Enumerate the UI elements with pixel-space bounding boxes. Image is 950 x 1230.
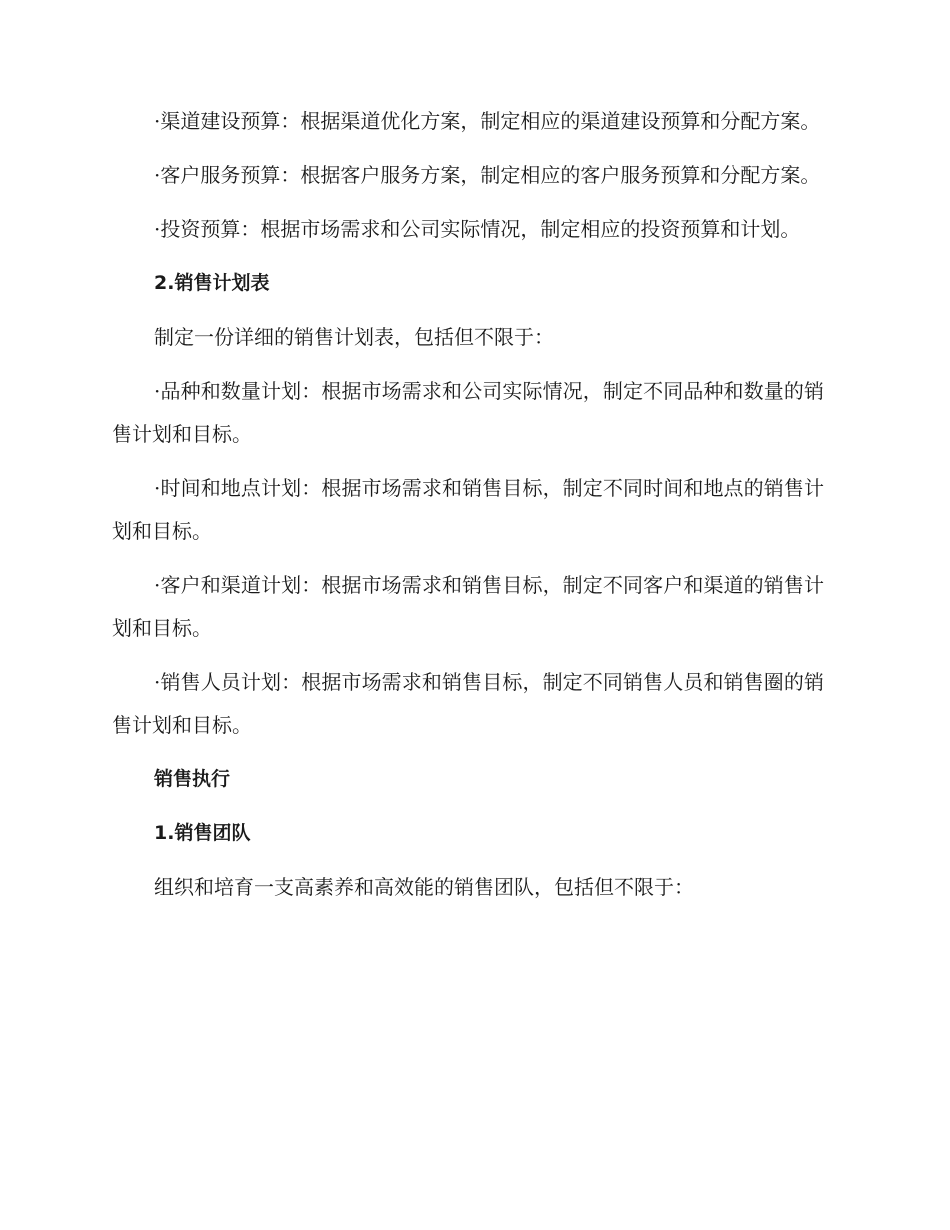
sales-team-intro: 组织和培育一支高素养和高效能的销售团队，包括但不限于：	[154, 875, 694, 899]
document-page	[112, 100, 824, 920]
budget-item-customer-service: ·客户服务预算：根据客户服务方案，制定相应的客户服务预算和分配方案。	[154, 163, 821, 187]
plan-item-variety-quantity: ·品种和数量计划：根据市场需求和公司实际情况，制定不同品种和数量的销售计划和目标。	[112, 379, 824, 446]
budget-item-investment: ·投资预算：根据市场需求和公司实际情况，制定相应的投资预算和计划。	[154, 217, 801, 241]
sales-plan-intro: 制定一份详细的销售计划表，包括但不限于：	[154, 325, 554, 349]
section-heading-sales-execution: 销售执行	[154, 768, 231, 790]
budget-item-channel-construction: ·渠道建设预算：根据渠道优化方案，制定相应的渠道建设预算和分配方案。	[154, 109, 821, 133]
plan-item-customer-channel: ·客户和渠道计划：根据市场需求和销售目标，制定不同客户和渠道的销售计划和目标。	[112, 573, 824, 640]
plan-item-sales-staff: ·销售人员计划：根据市场需求和销售目标，制定不同销售人员和销售圈的销售计划和目标。	[112, 670, 824, 737]
section-heading-sales-plan-table: 2.销售计划表	[154, 272, 270, 294]
plan-item-time-location: ·时间和地点计划：根据市场需求和销售目标，制定不同时间和地点的销售计划和目标。	[112, 476, 824, 543]
section-heading-sales-team: 1.销售团队	[154, 822, 251, 844]
